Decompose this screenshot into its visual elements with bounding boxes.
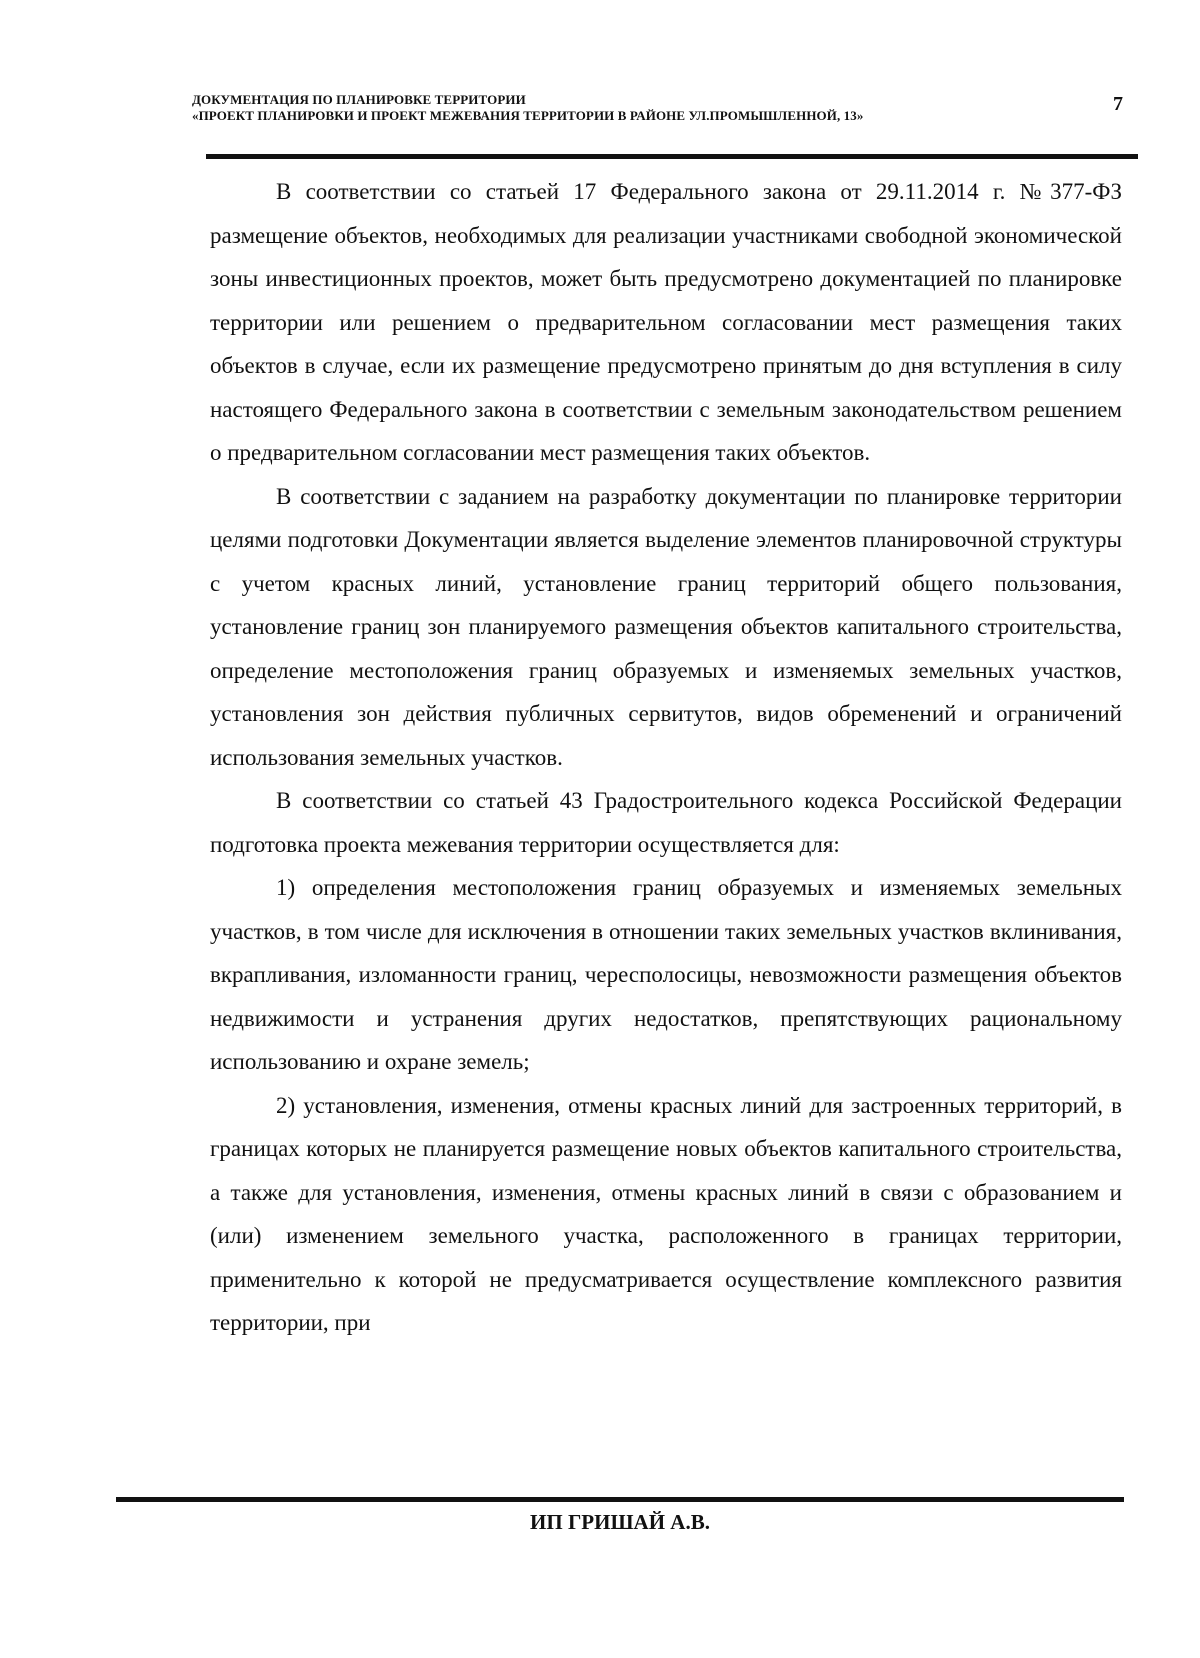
header-divider [206, 154, 1138, 159]
list-item-1: 1) определения местоположения границ образуемых и изменяемых земельных участков, в том числе для исключения в отношении таких земельных участков вклинивания, вкрапливания, изломанности границ, чересполосицы, невозможности размещения объектов недвижимости и устранения других недостатков, препятствующих рациональному использованию и охране земель; [210, 875, 1122, 1074]
paragraph-task-goals: В соответствии с заданием на разработку документации по планировке территории целями подготовки Документации является выделение элементов планировочной структуры с учетом красных линий, установление границ территорий общего пользования, установление границ зон планируемого размещения объектов капитального строительства, определение местоположения границ образуемых и изменяемых земельных участков, установления зон действия публичных сервитутов, видов обременений и ограничений использования земельных участков. [210, 483, 1122, 770]
paragraph-article-17: В соответствии со статьей 17 Федерального закона от 29.11.2014 г. №377-ФЗ размещение объектов, необходимых для реализации участниками свободной экономической зоны инвестиционных проектов, может быть предусмотрено документацией по планировке территории или решением о предварительном согласовании мест размещения таких объектов в случае, если их размещение предусмотрено принятым до дня вступления в силу настоящего Федерального закона в соответствии с земельным законодательством решением о предварительном согласовании мест размещения таких объектов. [210, 179, 1122, 465]
header-title-line-1: ДОКУМЕНТАЦИЯ ПО ПЛАНИРОВКЕ ТЕРРИТОРИИ [192, 92, 526, 107]
document-body [210, 170, 1122, 1345]
paragraph-article-43: В соответствии со статьей 43 Градостроительного кодекса Российской Федерации подготовка проекта межевания территории осуществляется для: [210, 788, 1122, 857]
footer-author: ИП ГРИШАЙ А.В. [530, 1510, 710, 1534]
page-number: 7 [1113, 93, 1123, 115]
document-header [192, 92, 1092, 124]
header-title-line-2: «ПРОЕКТ ПЛАНИРОВКИ И ПРОЕКТ МЕЖЕВАНИЯ ТЕРРИТОРИИ В РАЙОНЕ УЛ.ПРОМЫШЛЕННОЙ, 13» [192, 108, 864, 123]
footer-divider [116, 1497, 1124, 1502]
list-item-2: 2) установления, изменения, отмены красных линий для застроенных территорий, в границах которых не планируется размещение новых объектов капитального строительства, а также для установления, изменения, отмены красных линий в связи с образованием и (или) изменением земельного участка, расположенного в границах территории, применительно к которой не предусматривается осуществление комплексного развития территории, при [210, 1092, 1122, 1335]
